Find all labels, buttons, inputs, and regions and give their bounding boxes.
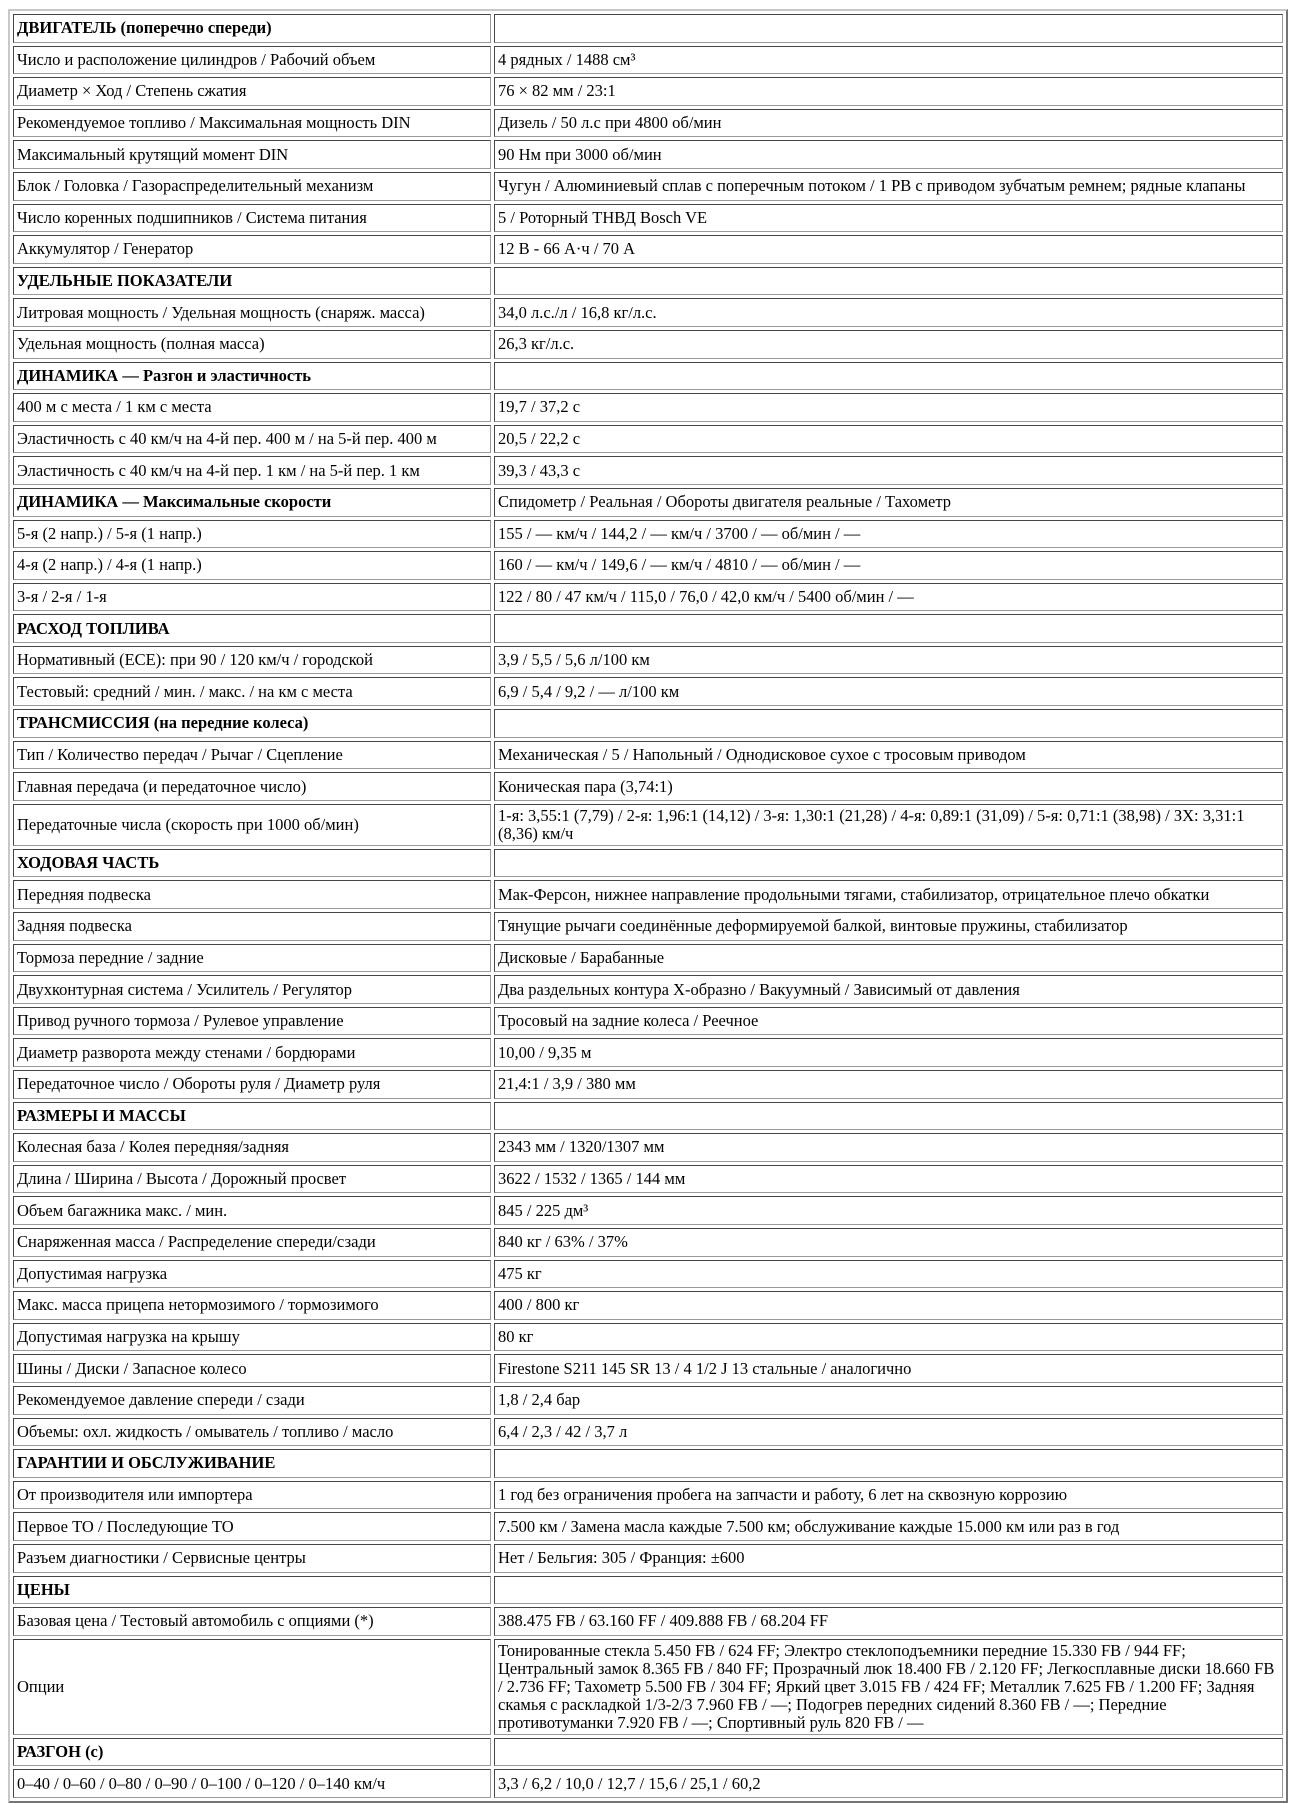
parameter-value: Тросовый на задние колеса / Реечное bbox=[494, 1007, 1283, 1036]
table-row bbox=[13, 204, 1283, 233]
parameter-name: Объемы: охл. жидкость / омыватель / топливо / масло bbox=[13, 1418, 491, 1447]
parameter-value: 122 / 80 / 47 км/ч / 115,0 / 76,0 / 42,0 км/ч / 5400 об/мин / — bbox=[494, 583, 1283, 612]
table-row bbox=[13, 330, 1283, 359]
parameter-value: 475 кг bbox=[494, 1260, 1283, 1289]
parameter-name: Число коренных подшипников / Система питания bbox=[13, 204, 491, 233]
parameter-value: 845 / 225 дм³ bbox=[494, 1196, 1283, 1225]
parameter-name: Макс. масса прицепа нетормозимого / тормозимого bbox=[13, 1291, 491, 1320]
spec-table-body bbox=[13, 14, 1283, 1798]
section-header-row bbox=[13, 362, 1283, 391]
table-row bbox=[13, 975, 1283, 1004]
parameter-name: Допустимая нагрузка на крышу bbox=[13, 1323, 491, 1352]
section-value: Спидометр / Реальная / Обороты двигателя реальные / Тахометр bbox=[494, 488, 1283, 517]
parameter-name: Допустимая нагрузка bbox=[13, 1260, 491, 1289]
table-row bbox=[13, 1260, 1283, 1289]
table-row bbox=[13, 1038, 1283, 1067]
section-title: ТРАНСМИССИЯ (на передние колеса) bbox=[13, 709, 491, 738]
section-title: ДИНАМИКА — Разгон и эластичность bbox=[13, 362, 491, 391]
table-row bbox=[13, 425, 1283, 454]
parameter-name: От производителя или импортера bbox=[13, 1481, 491, 1510]
table-row bbox=[13, 880, 1283, 909]
table-row bbox=[13, 1133, 1283, 1162]
parameter-name: Шины / Диски / Запасное колесо bbox=[13, 1354, 491, 1383]
table-row bbox=[13, 1323, 1283, 1352]
parameter-value: 160 / — км/ч / 149,6 / — км/ч / 4810 / — об/мин / — bbox=[494, 551, 1283, 580]
section-value bbox=[494, 849, 1283, 878]
parameter-name: Задняя подвеска bbox=[13, 912, 491, 941]
table-row bbox=[13, 646, 1283, 675]
parameter-value: Чугун / Алюминиевый сплав с поперечным потоком / 1 РВ с приводом зубчатым ремнем; рядные клапаны bbox=[494, 172, 1283, 201]
parameter-name: Снаряженная масса / Распределение спереди/сзади bbox=[13, 1228, 491, 1257]
section-value bbox=[494, 1576, 1283, 1605]
section-header-row bbox=[13, 1102, 1283, 1131]
parameter-name: 5-я (2 напр.) / 5-я (1 напр.) bbox=[13, 520, 491, 549]
parameter-value: 20,5 / 22,2 с bbox=[494, 425, 1283, 454]
table-row bbox=[13, 677, 1283, 706]
parameter-value: Тянущие рычаги соединённые деформируемой балкой, винтовые пружины, стабилизатор bbox=[494, 912, 1283, 941]
parameter-value: 76 × 82 мм / 23:1 bbox=[494, 77, 1283, 106]
table-row bbox=[13, 741, 1283, 770]
section-title: РАСХОД ТОПЛИВА bbox=[13, 614, 491, 643]
parameter-value: Нет / Бельгия: 305 / Франция: ±600 bbox=[494, 1544, 1283, 1573]
parameter-value: 6,4 / 2,3 / 42 / 3,7 л bbox=[494, 1418, 1283, 1447]
section-value bbox=[494, 1738, 1283, 1767]
section-header-row bbox=[13, 614, 1283, 643]
table-row bbox=[13, 1291, 1283, 1320]
section-title: ГАРАНТИИ И ОБСЛУЖИВАНИЕ bbox=[13, 1449, 491, 1478]
table-row bbox=[13, 1481, 1283, 1510]
parameter-value: 26,3 кг/л.с. bbox=[494, 330, 1283, 359]
table-row bbox=[13, 1544, 1283, 1573]
section-value bbox=[494, 614, 1283, 643]
parameter-name: Первое ТО / Последующие ТО bbox=[13, 1512, 491, 1541]
section-header-row bbox=[13, 14, 1283, 43]
parameter-value: 840 кг / 63% / 37% bbox=[494, 1228, 1283, 1257]
section-title: ДИНАМИКА — Максимальные скорости bbox=[13, 488, 491, 517]
section-title: ДВИГАТЕЛЬ (поперечно спереди) bbox=[13, 14, 491, 43]
parameter-name: 3-я / 2-я / 1-я bbox=[13, 583, 491, 612]
parameter-name: 400 м с места / 1 км с места bbox=[13, 393, 491, 422]
parameter-name: Передаточное число / Обороты руля / Диаметр руля bbox=[13, 1070, 491, 1099]
parameter-value: Два раздельных контура X-образно / Вакуумный / Зависимый от давления bbox=[494, 975, 1283, 1004]
table-row bbox=[13, 1196, 1283, 1225]
section-header-row bbox=[13, 1738, 1283, 1767]
table-row bbox=[13, 1070, 1283, 1099]
parameter-name: Блок / Головка / Газораспределительный механизм bbox=[13, 172, 491, 201]
parameter-name: Тормоза передние / задние bbox=[13, 944, 491, 973]
section-title: ХОДОВАЯ ЧАСТЬ bbox=[13, 849, 491, 878]
section-header-row bbox=[13, 709, 1283, 738]
table-row bbox=[13, 298, 1283, 327]
parameter-name: Диаметр × Ход / Степень сжатия bbox=[13, 77, 491, 106]
parameter-name: Передняя подвеска bbox=[13, 880, 491, 909]
table-row bbox=[13, 912, 1283, 941]
parameter-value: 39,3 / 43,3 с bbox=[494, 456, 1283, 485]
parameter-value: 1 год без ограничения пробега на запчасти и работу, 6 лет на сквозную коррозию bbox=[494, 1481, 1283, 1510]
section-value bbox=[494, 14, 1283, 43]
table-row bbox=[13, 944, 1283, 973]
parameter-name: Тип / Количество передач / Рычаг / Сцепление bbox=[13, 741, 491, 770]
spec-table bbox=[8, 9, 1288, 1803]
table-row bbox=[13, 109, 1283, 138]
parameter-value: 7.500 км / Замена масла каждые 7.500 км; обслуживание каждые 15.000 км или раз в год bbox=[494, 1512, 1283, 1541]
table-row bbox=[13, 1354, 1283, 1383]
parameter-name: Нормативный (ECE): при 90 / 120 км/ч / городской bbox=[13, 646, 491, 675]
table-row bbox=[13, 77, 1283, 106]
parameter-name: Передаточные числа (скорость при 1000 об/мин) bbox=[13, 804, 491, 846]
table-row bbox=[13, 1228, 1283, 1257]
table-row bbox=[13, 583, 1283, 612]
table-row bbox=[13, 1639, 1283, 1735]
parameter-value: 5 / Роторный ТНВД Bosch VE bbox=[494, 204, 1283, 233]
table-row bbox=[13, 1165, 1283, 1194]
table-row bbox=[13, 235, 1283, 264]
parameter-value: Дисковые / Барабанные bbox=[494, 944, 1283, 973]
parameter-value: 90 Нм при 3000 об/мин bbox=[494, 140, 1283, 169]
parameter-name: Колесная база / Колея передняя/задняя bbox=[13, 1133, 491, 1162]
parameter-name: Максимальный крутящий момент DIN bbox=[13, 140, 491, 169]
parameter-value: Дизель / 50 л.с при 4800 об/мин bbox=[494, 109, 1283, 138]
table-row bbox=[13, 1007, 1283, 1036]
section-value bbox=[494, 1102, 1283, 1131]
section-value bbox=[494, 709, 1283, 738]
table-row bbox=[13, 46, 1283, 75]
parameter-value: 6,9 / 5,4 / 9,2 / — л/100 км bbox=[494, 677, 1283, 706]
parameter-name: 4-я (2 напр.) / 4-я (1 напр.) bbox=[13, 551, 491, 580]
parameter-name: Число и расположение цилиндров / Рабочий объем bbox=[13, 46, 491, 75]
parameter-value: Коническая пара (3,74:1) bbox=[494, 772, 1283, 801]
parameter-value: 155 / — км/ч / 144,2 / — км/ч / 3700 / — об/мин / — bbox=[494, 520, 1283, 549]
parameter-value: Механическая / 5 / Напольный / Однодисковое сухое с тросовым приводом bbox=[494, 741, 1283, 770]
parameter-name: Удельная мощность (полная масса) bbox=[13, 330, 491, 359]
parameter-name: Диаметр разворота между стенами / бордюрами bbox=[13, 1038, 491, 1067]
table-row bbox=[13, 1607, 1283, 1636]
section-title: РАЗМЕРЫ И МАССЫ bbox=[13, 1102, 491, 1131]
parameter-name: Эластичность с 40 км/ч на 4-й пер. 1 км / на 5-й пер. 1 км bbox=[13, 456, 491, 485]
parameter-value: 3,3 / 6,2 / 10,0 / 12,7 / 15,6 / 25,1 / 60,2 bbox=[494, 1769, 1283, 1798]
parameter-name: 0–40 / 0–60 / 0–80 / 0–90 / 0–100 / 0–120 / 0–140 км/ч bbox=[13, 1769, 491, 1798]
section-value bbox=[494, 362, 1283, 391]
table-row bbox=[13, 1386, 1283, 1415]
parameter-name: Базовая цена / Тестовый автомобиль с опциями (*) bbox=[13, 1607, 491, 1636]
section-header-row bbox=[13, 849, 1283, 878]
parameter-value: 1-я: 3,55:1 (7,79) / 2-я: 1,96:1 (14,12) / 3-я: 1,30:1 (21,28) / 4-я: 0,89:1 (31,09) / 5-я: 0,71:1 (38,98) / ЗХ: 3,31:1 (8,36) км/ч bbox=[494, 804, 1283, 846]
parameter-value: 34,0 л.с./л / 16,8 кг/л.с. bbox=[494, 298, 1283, 327]
parameter-value: Firestone S211 145 SR 13 / 4 1/2 J 13 стальные / аналогично bbox=[494, 1354, 1283, 1383]
parameter-value: 19,7 / 37,2 с bbox=[494, 393, 1283, 422]
parameter-name: Эластичность с 40 км/ч на 4-й пер. 400 м / на 5-й пер. 400 м bbox=[13, 425, 491, 454]
table-row bbox=[13, 551, 1283, 580]
table-row bbox=[13, 1418, 1283, 1447]
parameter-value: Мак-Ферсон, нижнее направление продольными тягами, стабилизатор, отрицательное плечо обкатки bbox=[494, 880, 1283, 909]
parameter-name: Привод ручного тормоза / Рулевое управление bbox=[13, 1007, 491, 1036]
parameter-value: 21,4:1 / 3,9 / 380 мм bbox=[494, 1070, 1283, 1099]
table-row bbox=[13, 520, 1283, 549]
parameter-value: 2343 мм / 1320/1307 мм bbox=[494, 1133, 1283, 1162]
section-value bbox=[494, 267, 1283, 296]
section-title: ЦЕНЫ bbox=[13, 1576, 491, 1605]
table-row bbox=[13, 140, 1283, 169]
parameter-value: Тонированные стекла 5.450 FB / 624 FF; Электро стеклоподъемники передние 15.330 FB / 944 FF; Центральный замок 8.365 FB / 840 FF; Прозрачный люк 18.400 FB / 2.120 FF; Легкосплавные диски 18.660 FB / 2.736 FF; Тахометр 5.500 FB / 304 FF; Яркий цвет 3.015 FB / 424 FF; Металлик 7.625 FB / 1.200 FF; Задняя скамья с раскладкой 1/3-2/3 7.960 FB / —; Подогрев передних сидений 8.360 FB / —; Передние противотуманки 7.920 FB / —; Спортивный руль 820 FB / — bbox=[494, 1639, 1283, 1735]
table-row bbox=[13, 1512, 1283, 1541]
parameter-name: Рекомендуемое топливо / Максимальная мощность DIN bbox=[13, 109, 491, 138]
section-header-row bbox=[13, 488, 1283, 517]
table-row bbox=[13, 1769, 1283, 1798]
parameter-value: 1,8 / 2,4 бар bbox=[494, 1386, 1283, 1415]
parameter-value: 80 кг bbox=[494, 1323, 1283, 1352]
parameter-name: Объем багажника макс. / мин. bbox=[13, 1196, 491, 1225]
parameter-name: Главная передача (и передаточное число) bbox=[13, 772, 491, 801]
parameter-name: Двухконтурная система / Усилитель / Регулятор bbox=[13, 975, 491, 1004]
table-row bbox=[13, 804, 1283, 846]
parameter-value: 4 рядных / 1488 см³ bbox=[494, 46, 1283, 75]
parameter-name: Литровая мощность / Удельная мощность (снаряж. масса) bbox=[13, 298, 491, 327]
parameter-value: 400 / 800 кг bbox=[494, 1291, 1283, 1320]
parameter-value: 3622 / 1532 / 1365 / 144 мм bbox=[494, 1165, 1283, 1194]
section-title: УДЕЛЬНЫЕ ПОКАЗАТЕЛИ bbox=[13, 267, 491, 296]
table-row bbox=[13, 456, 1283, 485]
parameter-name: Рекомендуемое давление спереди / сзади bbox=[13, 1386, 491, 1415]
parameter-name: Разъем диагностики / Сервисные центры bbox=[13, 1544, 491, 1573]
section-header-row bbox=[13, 1449, 1283, 1478]
table-row bbox=[13, 172, 1283, 201]
section-value bbox=[494, 1449, 1283, 1478]
parameter-name: Аккумулятор / Генератор bbox=[13, 235, 491, 264]
section-title: РАЗГОН (с) bbox=[13, 1738, 491, 1767]
parameter-name: Тестовый: средний / мин. / макс. / на км с места bbox=[13, 677, 491, 706]
table-row bbox=[13, 393, 1283, 422]
table-row bbox=[13, 772, 1283, 801]
section-header-row bbox=[13, 1576, 1283, 1605]
section-header-row bbox=[13, 267, 1283, 296]
parameter-value: 3,9 / 5,5 / 5,6 л/100 км bbox=[494, 646, 1283, 675]
parameter-name: Длина / Ширина / Высота / Дорожный просвет bbox=[13, 1165, 491, 1194]
parameter-value: 388.475 FB / 63.160 FF / 409.888 FB / 68.204 FF bbox=[494, 1607, 1283, 1636]
parameter-value: 12 В - 66 А·ч / 70 А bbox=[494, 235, 1283, 264]
parameter-value: 10,00 / 9,35 м bbox=[494, 1038, 1283, 1067]
parameter-name: Опции bbox=[13, 1639, 491, 1735]
